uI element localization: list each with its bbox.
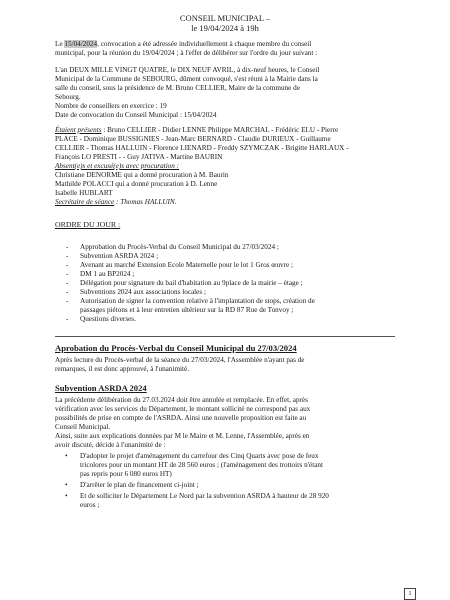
agenda-item: Avenant au marché Extension Ecole Maternelle pour le lot 1 Gros œuvre ; — [80, 261, 294, 269]
convocation-line-1 — [55, 40, 311, 48]
present-line: CELLIER - Thomas HALLUIN - Florence LIENARD - Freddy SZYMCZAK - Brigitte HARLAUX - — [55, 144, 349, 152]
meeting-date: le 19/04/2024 à 19h — [191, 23, 259, 33]
intro-line: Sebourg. — [55, 93, 81, 101]
decision-item-continued: tricolores pour un montant HT de 28 560 euros ; (l'aménagement des trottoirs n'étant — [80, 461, 323, 469]
agenda-item: Délégation pour signature du bail d'habitation au 9place de la mairie – étage ; — [80, 279, 303, 287]
agenda-item: DM 1 au BP2024 ; — [80, 270, 135, 278]
absent-line: Christiane DENORME qui a donné procuration à M. Baurin — [55, 171, 229, 179]
convocation-date: 15/04/2024 — [64, 40, 98, 48]
agenda-title: ORDRE DU JOUR : — [55, 220, 121, 229]
section-text: avoir discuté, décide à l'unanimité de : — [55, 441, 166, 449]
agenda-item-continued: passages piétons et à leur entretien ultérieur sur la RD 87 Rue de Tonvoy ; — [80, 306, 294, 314]
convocation-prefix: Le — [55, 40, 65, 48]
absent-line: Mathilde POLACCI qui a donné procuration à D. Lenne — [55, 180, 218, 188]
bullet-dash: - — [66, 252, 69, 260]
bullet-dash: - — [66, 279, 69, 287]
bullet-dash: - — [66, 288, 69, 296]
secretary-line — [55, 198, 177, 206]
absent-line: Isabelle HUBLART — [55, 189, 113, 197]
bullet-point: • — [65, 492, 68, 500]
section-text: Conseil Municipal. — [55, 423, 111, 431]
absent-label: Absent(e)s et excusé(e)s avec procuration : — [55, 162, 180, 170]
convocation-line-2: municipal, pour la réunion du 19/04/2024 ; à l'effet de délibérer sur l'ordre du jour suivant : — [55, 49, 318, 57]
convocation-date-line: Date de convocation du Conseil Municipal : 15/04/2024 — [55, 111, 217, 119]
bullet-dash: - — [66, 270, 69, 278]
decision-item: Et de solliciter le Département Le Nord par la subvention ASRDA à hauteur de 28 920 — [80, 492, 329, 500]
councillor-count: Nombre de conseillers en exercice : 19 — [55, 102, 167, 110]
section-text: Ainsi, suite aux explications données par M le Maire et M. Lenne, l'Assemblée, après en — [55, 432, 310, 440]
decision-item-continued: pas repris pour 6 080 euros HT) — [80, 470, 172, 478]
present-line-1 — [55, 126, 338, 134]
bullet-dash: - — [66, 261, 69, 269]
section-text: Après lecture du Procès-verbal de la séance du 27/03/2024, l'Assemblée n'ayant pas de — [55, 356, 305, 364]
section-text: possibilités de prise en compte de l'ASRDA. Ainsi une nouvelle proposition est faite au — [55, 414, 307, 422]
section-text: La précédente délibération du 27.03.2024 doit être annulée et remplacée. En effet, après — [55, 396, 308, 404]
present-line: François LO PRESTI - - Guy JATIVA - Martine BAURIN — [55, 153, 223, 161]
decision-item-continued: euros ; — [80, 501, 100, 509]
section-title-pv: Aprobation du Procès-Verbal du Conseil Municipal du 27/03/2024 — [55, 343, 297, 353]
bullet-dash: - — [66, 243, 69, 251]
section-text: remarques, il est donc approuvé, à l'unanimité. — [55, 365, 190, 373]
section-divider — [55, 336, 395, 337]
agenda-item: Questions diverses. — [80, 315, 136, 323]
section-title-asrda: Subvention ASRDA 2024 — [55, 383, 147, 393]
agenda-item: Subventions 2024 aux associations locales ; — [80, 288, 206, 296]
intro-line: Municipal de la Commune de SEBOURG, dûment convoqué, s'est réuni à la Mairie dans la — [55, 75, 318, 83]
section-text: vérification avec les services du Département, le montant sollicité ne correspond pas aux — [55, 405, 311, 413]
agenda-item: Autorisation de signer la convention relative à l'implantation de stops, création de — [80, 297, 315, 305]
bullet-point: • — [65, 452, 68, 460]
agenda-item: Subvention ASRDA 2024 ; — [80, 252, 159, 260]
bullet-dash: - — [66, 297, 69, 305]
convocation-text: , convocation a été adressée individuellement à chaque membre du conseil — [97, 40, 312, 48]
document-title: CONSEIL MUNICIPAL – — [179, 13, 271, 23]
secretary-label: Secrétaire de séance — [55, 198, 115, 206]
present-line: PLACE - Dominique BUSSIGNIES - Jean-Marc BERNARD - Claudie DURIEUX - Guillaume — [55, 135, 331, 143]
intro-line: salle du conseil, sous la présidence de M. Bruno CELLIER, Maire de la commune de — [55, 84, 300, 92]
agenda-item: Approbation du Procès-Verbal du Conseil Municipal du 27/03/2024 ; — [80, 243, 279, 251]
secretary-name: : Thomas HALLUIN. — [114, 198, 177, 206]
page-number: 1 — [404, 588, 416, 600]
present-names: : Bruno CELLIER - Didier LENNE Philippe MARCHAL - Frédéric ELU - Pierre — [101, 126, 339, 134]
bullet-point: • — [65, 481, 68, 489]
bullet-dash: - — [66, 315, 69, 323]
decision-item: D'arrêter le plan de financement ci-joint ; — [80, 481, 199, 489]
intro-line: L'an DEUX MILLE VINGT QUATRE, le DIX NEUF AVRIL, à dix-neuf heures, le Conseil — [55, 66, 320, 74]
present-label: Étaient présents — [55, 126, 102, 134]
decision-item: D'adopter le projet d'aménagement du carrefour des Cinq Quarts avec pose de feux — [80, 452, 319, 460]
